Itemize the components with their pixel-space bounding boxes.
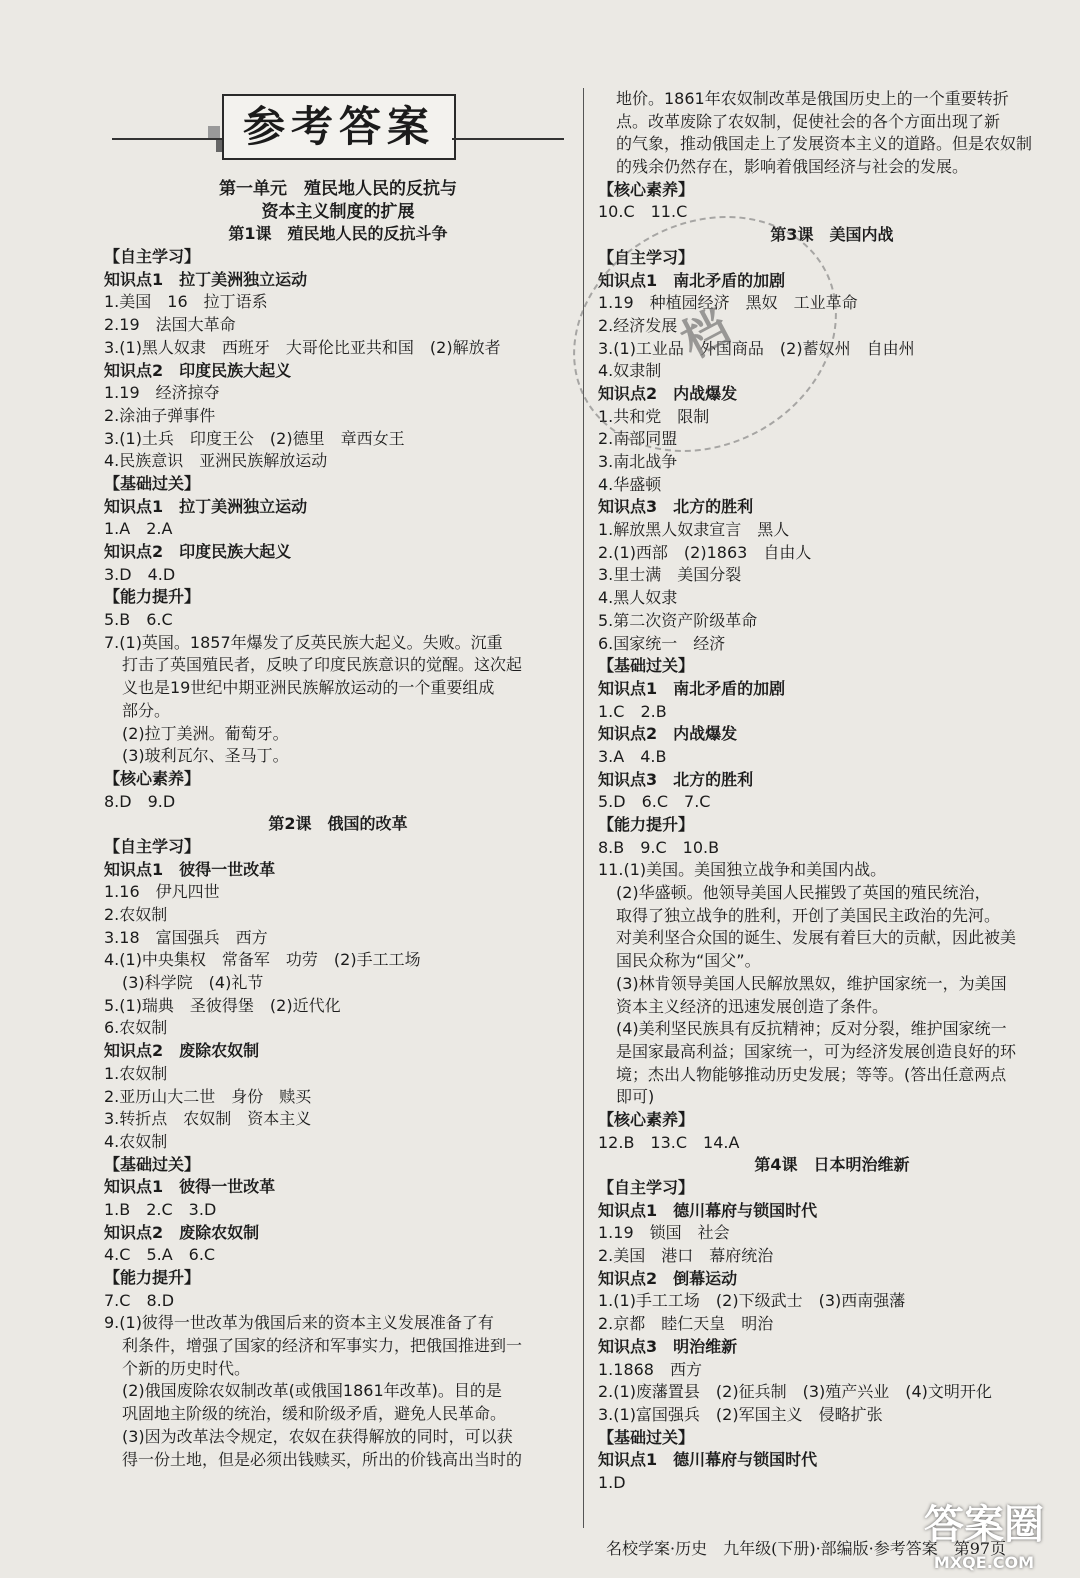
answer-line: 知识点1 彼得一世改革	[104, 859, 276, 879]
watermark-text: 答案圈	[924, 1502, 1044, 1548]
answer-line: 3.(1)土兵 印度王公 (2)德里 章西女王	[104, 428, 405, 448]
answer-line: 【基础过关】	[104, 1154, 201, 1174]
answer-line: 【自主学习】	[104, 836, 201, 856]
answer-line: 2.农奴制	[104, 905, 168, 924]
answer-line: 知识点3 北方的胜利	[598, 769, 754, 789]
answer-line: 6.农奴制	[104, 1018, 168, 1038]
answer-line: 知识点1 德川幕府与锁国时代	[598, 1200, 818, 1220]
answer-line: 知识点2 倒幕运动	[598, 1268, 738, 1288]
answer-line: 点。改革废除了农奴制，促使社会的各个方面出现了新	[616, 111, 1001, 131]
answer-line: 知识点3 北方的胜利	[598, 497, 754, 517]
answer-line: 10.C 11.C	[598, 202, 688, 222]
answer-line: (2)华盛顿。他领导美国人民摧毁了英国的殖民统治，	[616, 883, 991, 903]
title-deco-square	[208, 126, 220, 138]
answer-line: 【基础过关】	[104, 473, 201, 493]
answer-line: 第1课 殖民地人民的反抗斗争	[228, 224, 448, 244]
answer-line: 知识点2 印度民族大起义	[104, 542, 292, 561]
answer-line: 8.B 9.C 10.B	[598, 837, 720, 857]
answer-line: 6.国家统一 经济	[598, 633, 726, 653]
answer-line: 1.B 2.C 3.D	[104, 1199, 217, 1219]
answer-line: 4.农奴制	[104, 1131, 168, 1151]
answer-line: 知识点1 南北矛盾的加剧	[598, 270, 786, 290]
answer-line: 3.18 富国强兵 西方	[104, 927, 268, 947]
answer-line: 知识点1 南北矛盾的加剧	[598, 678, 786, 698]
answer-line: 8.D 9.D	[104, 791, 176, 811]
answer-line: 1.美国 16 拉丁语系	[104, 292, 268, 312]
answer-line: 1.共和党 限制	[598, 406, 710, 426]
answer-line: 2.经济发展	[598, 315, 678, 335]
answer-line: (2)俄国废除农奴制改革(或俄国1861年改革)。目的是	[122, 1381, 502, 1401]
answer-line: 4.华盛顿	[598, 474, 662, 494]
answer-title-header	[104, 88, 572, 166]
answer-line: 5.(1)瑞典 圣彼得堡 (2)近代化	[104, 995, 341, 1015]
answer-line: 知识点1 拉丁美洲独立运动	[104, 496, 308, 516]
answer-line: 知识点2 内战爆发	[598, 724, 738, 744]
answer-line: 部分。	[122, 700, 171, 720]
answer-line: 知识点1 拉丁美洲独立运动	[104, 269, 308, 289]
answer-line: 2.美国 港口 幕府统治	[598, 1246, 774, 1266]
site-watermark-logo	[896, 1496, 1072, 1574]
answer-line: 9.(1)彼得一世改革为俄国后来的资本主义发展准备了有	[104, 1313, 494, 1333]
answer-line: 【自主学习】	[598, 247, 695, 267]
answer-line: 1.19 锁国 社会	[598, 1223, 730, 1243]
answer-line: 3.南北战争	[598, 452, 678, 471]
answer-line: (2)拉丁美洲。葡萄牙。	[122, 723, 289, 743]
answer-line: 第4课 日本明治维新	[754, 1155, 910, 1175]
answer-line: 第一单元 殖民地人民的反抗与	[219, 179, 457, 199]
answer-line: 【核心素养】	[598, 179, 695, 199]
answer-line: 【自主学习】	[104, 247, 201, 267]
answer-line: 2.京都 睦仁天皇 明治	[598, 1314, 774, 1334]
answer-line: (4)美利坚民族具有反抗精神；反对分裂，维护国家统一	[616, 1019, 1007, 1039]
answer-line: 5.D 6.C 7.C	[598, 792, 711, 812]
answer-line: 3.里士满 美国分裂	[598, 565, 742, 585]
answer-line: 2.南部同盟	[598, 429, 678, 449]
answer-line: 4.C 5.A 6.C	[104, 1245, 216, 1265]
answer-line: 对美利坚合众国的诞生、发展有着巨大的贡献，因此被美	[616, 928, 1017, 948]
answer-line: 1.19 种植园经济 黑奴 工业革命	[598, 293, 858, 313]
answer-line: 3.转折点 农奴制 资本主义	[104, 1109, 312, 1129]
answer-line: 国民众称为“国父”。	[616, 951, 761, 971]
answer-line: 【基础过关】	[598, 1427, 695, 1447]
answer-line: 2.19 法国大革命	[104, 315, 236, 335]
watermark-url: MXQE.COM	[933, 1553, 1035, 1572]
answer-line: 2.亚历山大二世 身份 赎买	[104, 1086, 312, 1106]
page-title: 参考答案	[222, 94, 456, 160]
answer-line: (3)林肯领导美国人民解放黑奴，维护国家统一，为美国	[616, 973, 1007, 993]
answer-line: 知识点1 彼得一世改革	[104, 1177, 276, 1197]
answer-line: 取得了独立战争的胜利，开创了美国民主政治的先河。	[616, 905, 1001, 925]
answer-line: 4.民族意识 亚洲民族解放运动	[104, 451, 328, 471]
answer-line: 知识点2 印度民族大起义	[104, 360, 292, 380]
answer-line: 1.16 伊凡四世	[104, 882, 220, 902]
answer-line: 【能力提升】	[104, 587, 201, 607]
answer-line: 7.C 8.D	[104, 1290, 175, 1310]
answer-line: 【核心素养】	[598, 1109, 695, 1129]
answer-line: 的残余仍然存在，影响着俄国经济与社会的发展。	[616, 157, 969, 177]
answer-line: 3.A 4.B	[598, 746, 667, 766]
answer-line: 打击了英国殖民者，反映了印度民族意识的觉醒。这次起	[122, 655, 523, 675]
answer-line: 1.(1)手工工场 (2)下级武士 (3)西南强藩	[598, 1291, 906, 1311]
answer-line: 知识点2 废除农奴制	[104, 1041, 260, 1061]
answer-line: 1.19 经济掠夺	[104, 383, 220, 403]
answer-line: 1.解放黑人奴隶宣言 黑人	[598, 520, 790, 540]
stamp-text: 档	[672, 299, 738, 369]
answer-line: 4.奴隶制	[598, 361, 662, 381]
answer-line: 2.(1)西部 (2)1863 自由人	[598, 542, 812, 562]
answer-line: 地价。1861年农奴制改革是俄国历史上的一个重要转折	[616, 89, 1009, 108]
answer-line: 是国家最高利益；国家统一，可为经济发展创造良好的环	[616, 1041, 1017, 1061]
answer-line: 【基础过关】	[598, 656, 695, 676]
title-rule-left	[112, 138, 222, 140]
answer-line: 12.B 13.C 14.A	[598, 1132, 740, 1152]
answer-line: 【能力提升】	[598, 815, 695, 834]
answer-line: 境；杰出人物能够推动历史发展；等等。(答出任意两点	[616, 1064, 1007, 1084]
answer-line: 5.第二次资产阶级革命	[598, 610, 758, 630]
answer-line: 4.(1)中央集权 常备军 功劳 (2)手工工场	[104, 950, 421, 970]
answer-line: 【核心素养】	[104, 768, 201, 788]
right-column	[598, 88, 1066, 1495]
answer-line: 1.农奴制	[104, 1063, 168, 1083]
answer-line: 的气象，推动俄国走上了发展资本主义的道路。但是农奴制	[616, 134, 1033, 154]
answer-line: 1.C 2.B	[598, 701, 667, 721]
answer-line: 得一份土地，但是必须出钱赎买，所出的价钱高出当时的	[122, 1449, 523, 1469]
title-rule-right	[452, 138, 564, 140]
answer-line: 2.(1)废藩置县 (2)征兵制 (3)殖产兴业 (4)文明开化	[598, 1382, 992, 1402]
answer-line: 3.(1)黑人奴隶 西班牙 大哥伦比亚共和国 (2)解放者	[104, 337, 501, 357]
answer-line: 3.D 4.D	[104, 564, 176, 584]
answer-line: 【自主学习】	[598, 1178, 695, 1197]
answer-line: 利条件，增强了国家的经济和军事实力，把俄国推进到一	[122, 1336, 523, 1356]
answer-line: 1.1868 西方	[598, 1359, 702, 1379]
answer-line: 知识点2 废除农奴制	[104, 1222, 260, 1242]
page-footer: 名校学案·历史 九年级(下册)·部编版·参考答案 第97页	[606, 1539, 1007, 1558]
answer-line: (3)因为改革法令规定，农奴在获得解放的同时，可以获	[122, 1426, 513, 1446]
answer-line: 第2课 俄国的改革	[268, 814, 408, 834]
answer-line: 个新的历史时代。	[122, 1358, 251, 1378]
answer-line: 4.黑人奴隶	[598, 588, 678, 608]
answer-line: 3.(1)工业品 外国商品 (2)蓄奴州 自由州	[598, 338, 915, 358]
answer-line: 第3课 美国内战	[770, 225, 894, 245]
answer-line: (3)玻利瓦尔、圣马丁。	[122, 746, 289, 766]
answer-line: 3.(1)富国强兵 (2)军国主义 侵略扩张	[598, 1404, 883, 1424]
answer-line: 1.A 2.A	[104, 519, 173, 539]
answer-line: 知识点3 明治维新	[598, 1336, 738, 1356]
answer-line: 义也是19世纪中期亚洲民族解放运动的一个重要组成	[122, 678, 495, 698]
answer-line: 知识点2 内战爆发	[598, 383, 738, 403]
answer-line: 【能力提升】	[104, 1268, 201, 1287]
answer-line: 1.D	[598, 1472, 626, 1492]
answer-line: 7.(1)英国。1857年爆发了反英民族大起义。失败。沉重	[104, 632, 503, 652]
answer-line: 知识点1 德川幕府与锁国时代	[598, 1450, 818, 1470]
left-column	[104, 178, 572, 1471]
answer-line: 11.(1)美国。美国独立战争和美国内战。	[598, 860, 887, 880]
answer-line: 巩固地主阶级的统治，缓和阶级矛盾，避免人民革命。	[122, 1404, 507, 1424]
answer-line: 5.B 6.C	[104, 610, 173, 630]
answer-line: 2.涂油子弹事件	[104, 405, 216, 425]
column-divider	[583, 88, 584, 1528]
answer-line: (3)科学院 (4)礼节	[122, 973, 264, 993]
answer-line: 即可)	[616, 1087, 655, 1107]
answer-line: 资本主义经济的迅速发展创造了条件。	[616, 996, 889, 1016]
answer-line: 资本主义制度的扩展	[261, 201, 415, 222]
